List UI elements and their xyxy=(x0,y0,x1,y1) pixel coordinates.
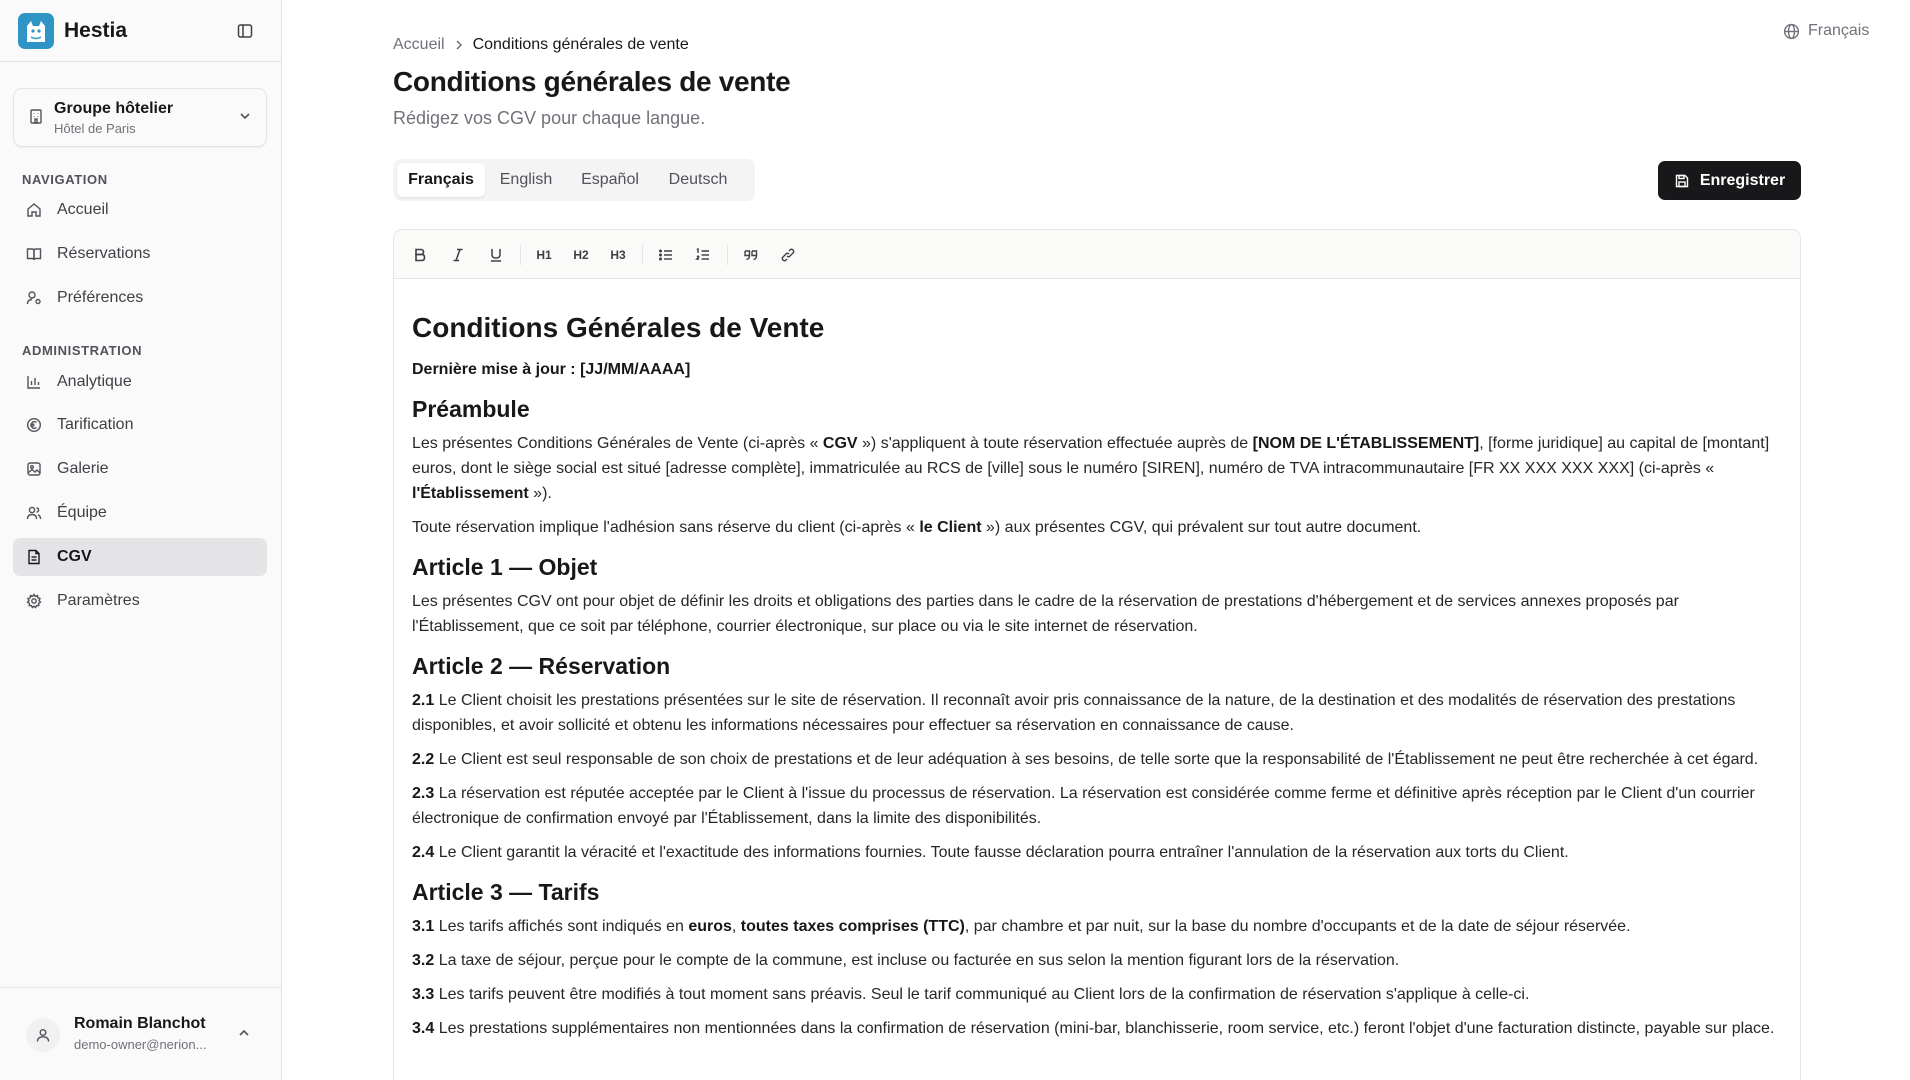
heading-3-button[interactable]: H3 xyxy=(610,248,626,262)
quote-icon xyxy=(743,247,759,263)
language-tabs xyxy=(393,159,755,201)
sidebar-toggle-icon[interactable] xyxy=(234,20,256,42)
save-button-label: Enregistrer xyxy=(1699,171,1786,189)
paragraph: 3.3 Les tarifs peuvent être modifiés à tout moment sans préavis. Seul le tarif communiqué au Client lors de la confirmation de réservation s'applique à celle-ci. xyxy=(412,986,1530,1003)
chevron-down-icon xyxy=(238,109,252,128)
document-icon xyxy=(26,549,42,565)
breadcrumb-current: Conditions générales de vente xyxy=(472,36,689,53)
sidebar-item-label: Paramètres xyxy=(57,592,140,609)
heading-1-button[interactable]: H1 xyxy=(536,248,552,262)
divider xyxy=(0,61,281,62)
building-icon xyxy=(28,108,44,129)
sidebar-item-preferences[interactable] xyxy=(13,279,267,317)
underline-icon xyxy=(488,247,504,263)
sidebar xyxy=(0,0,282,1080)
users-icon xyxy=(26,505,42,521)
heading-2-button[interactable]: H2 xyxy=(573,248,589,262)
document-content[interactable] xyxy=(412,311,1782,1050)
organization-name: Groupe hôtelier xyxy=(54,100,174,117)
sidebar-item-cgv[interactable] xyxy=(13,538,267,576)
breadcrumb xyxy=(393,36,689,54)
brand[interactable] xyxy=(18,14,127,48)
paragraph: 3.4 Les prestations supplémentaires non mentionnées dans la confirmation de réservation (mini-bar, blanchisserie, room service, etc.) feront l'objet d'une facturation distincte, payable sur place. xyxy=(412,1020,1775,1037)
app-name: Hestia xyxy=(64,19,128,42)
navigation-section-label: NAVIGATION xyxy=(22,172,108,187)
current-language: Français xyxy=(1808,22,1870,39)
italic-icon xyxy=(450,247,466,263)
chevron-right-icon xyxy=(453,39,465,51)
italic-button[interactable] xyxy=(444,241,472,269)
book-icon xyxy=(26,246,42,262)
home-icon xyxy=(26,202,42,218)
sidebar-item-accueil[interactable] xyxy=(13,191,267,229)
sidebar-item-reservations[interactable] xyxy=(13,235,267,273)
divider xyxy=(0,987,281,988)
administration-section-label: ADMINISTRATION xyxy=(22,343,143,358)
breadcrumb-home[interactable]: Accueil xyxy=(393,36,445,53)
page-title: Conditions générales de vente xyxy=(393,66,791,97)
sidebar-item-analytique[interactable] xyxy=(13,363,267,401)
sidebar-item-parametres[interactable] xyxy=(13,582,267,620)
rich-text-editor xyxy=(393,229,1801,1080)
underline-button[interactable] xyxy=(482,241,510,269)
bullet-list-button[interactable] xyxy=(652,241,680,269)
sidebar-item-equipe[interactable] xyxy=(13,494,267,532)
sidebar-item-label: Tarification xyxy=(57,416,134,433)
avatar xyxy=(26,1018,60,1052)
hestia-logo-icon xyxy=(18,13,54,49)
user-email: demo-owner@nerion... xyxy=(74,1037,207,1052)
euro-icon xyxy=(26,417,42,433)
image-icon xyxy=(26,461,42,477)
paragraph: Les présentes Conditions Générales de Vente (ci-après « CGV ») s'appliquent à toute réservation effectuée auprès de [NOM DE L'ÉTABLISSEMENT], [forme juridique] au capital de [montant] euros, dont le siège social est situé [adresse complète], immatriculée au RCS de [ville] sous le numéro [SIREN], numéro de TVA intracommunautaire [FR XX XXX XXX XXX] (ci-après « l'Établissement »). xyxy=(412,435,1770,502)
paragraph: 3.1 Les tarifs affichés sont indiqués en euros, toutes taxes comprises (TTC), par chambre et par nuit, sur la base du nombre d'occupants et de la date de séjour réservée. xyxy=(412,918,1631,935)
toolbar-divider xyxy=(727,245,728,265)
toolbar-divider xyxy=(520,245,521,265)
page-subtitle: Rédigez vos CGV pour chaque langue. xyxy=(393,108,706,128)
sidebar-item-label: CGV xyxy=(57,548,92,565)
paragraph: Toute réservation implique l'adhésion sans réserve du client (ci-après « le Client ») aux présentes CGV, qui prévalent sur tout autre document. xyxy=(412,519,1422,536)
section-heading: Article 1 — Objet xyxy=(412,554,598,580)
language-switcher[interactable] xyxy=(1783,22,1869,40)
sidebar-item-tarification[interactable] xyxy=(13,406,267,444)
toolbar-divider xyxy=(642,245,643,265)
organization-hotel: Hôtel de Paris xyxy=(54,121,136,136)
link-icon xyxy=(780,247,796,263)
sidebar-item-label: Accueil xyxy=(57,201,109,218)
sidebar-item-label: Galerie xyxy=(57,460,109,477)
chevron-up-icon xyxy=(237,1026,251,1045)
paragraph: 2.1 Le Client choisit les prestations présentées sur le site de réservation. Il reconnaît avoir pris connaissance de la nature, de la destination et des modalités de réservation des prestations disponibles, et avoir sollicité et obtenu les informations nécessaires pour effectuer sa réservation en connaissance de cause. xyxy=(412,692,1736,734)
save-icon xyxy=(1674,173,1690,189)
paragraph: 3.2 La taxe de séjour, perçue pour le compte de la commune, est incluse ou facturée en sus selon la mention figurant lors de la réservation. xyxy=(412,952,1400,969)
bold-icon xyxy=(412,247,428,263)
last-updated: Dernière mise à jour : [JJ/MM/AAAA] xyxy=(412,361,691,378)
bold-button[interactable] xyxy=(406,241,434,269)
numbered-list-button[interactable] xyxy=(689,241,717,269)
section-heading: Article 3 — Tarifs xyxy=(412,879,600,905)
bar-chart-icon xyxy=(26,374,42,390)
numbered-list-icon xyxy=(695,247,711,263)
tab-espanol[interactable]: Español xyxy=(581,171,639,188)
sidebar-item-label: Équipe xyxy=(57,504,107,521)
globe-icon xyxy=(1783,23,1800,40)
user-preferences-icon xyxy=(26,290,42,306)
tab-english[interactable]: English xyxy=(499,171,553,188)
save-button[interactable] xyxy=(1658,161,1801,200)
tab-francais[interactable]: Français xyxy=(397,163,485,197)
gear-icon xyxy=(26,593,42,609)
sidebar-item-label: Réservations xyxy=(57,245,151,262)
sidebar-item-galerie[interactable] xyxy=(13,450,267,488)
quote-button[interactable] xyxy=(737,241,765,269)
user-name: Romain Blanchot xyxy=(74,1015,206,1032)
tab-deutsch[interactable]: Deutsch xyxy=(668,171,728,188)
paragraph: 2.2 Le Client est seul responsable de son choix de prestations et de leur adéquation à ses besoins, de telle sorte que la responsabilité de l'Établissement ne peut être recherchée à cet égard. xyxy=(412,751,1759,768)
sidebar-item-label: Préférences xyxy=(57,289,144,306)
link-button[interactable] xyxy=(774,241,802,269)
section-heading: Article 2 — Réservation xyxy=(412,653,671,679)
document-title: Conditions Générales de Vente xyxy=(412,312,825,343)
organization-switcher[interactable] xyxy=(13,88,267,147)
paragraph: 2.4 Le Client garantit la véracité et l'exactitude des informations fournies. Toute fausse déclaration pourra entraîner l'annulation de la réservation aux torts du Client. xyxy=(412,844,1569,861)
section-heading: Préambule xyxy=(412,396,530,422)
paragraph: Les présentes CGV ont pour objet de définir les droits et obligations des parties dans le cadre de la réservation de prestations d'hébergement et de services annexes proposés par l'Établissement, que ce soit par téléphone, courrier électronique, sur place ou via le site internet de réservation. xyxy=(412,593,1679,635)
paragraph: 2.3 La réservation est réputée acceptée par le Client à l'issue du processus de réservation. La réservation est considérée comme ferme et définitive après réception par le Client d'un courrier électronique de confirmation envoyé par l'Établissement, dans la limite des disponibilités. xyxy=(412,785,1755,827)
editor-toolbar xyxy=(394,230,1800,279)
bullet-list-icon xyxy=(658,247,674,263)
sidebar-item-label: Analytique xyxy=(57,373,132,390)
